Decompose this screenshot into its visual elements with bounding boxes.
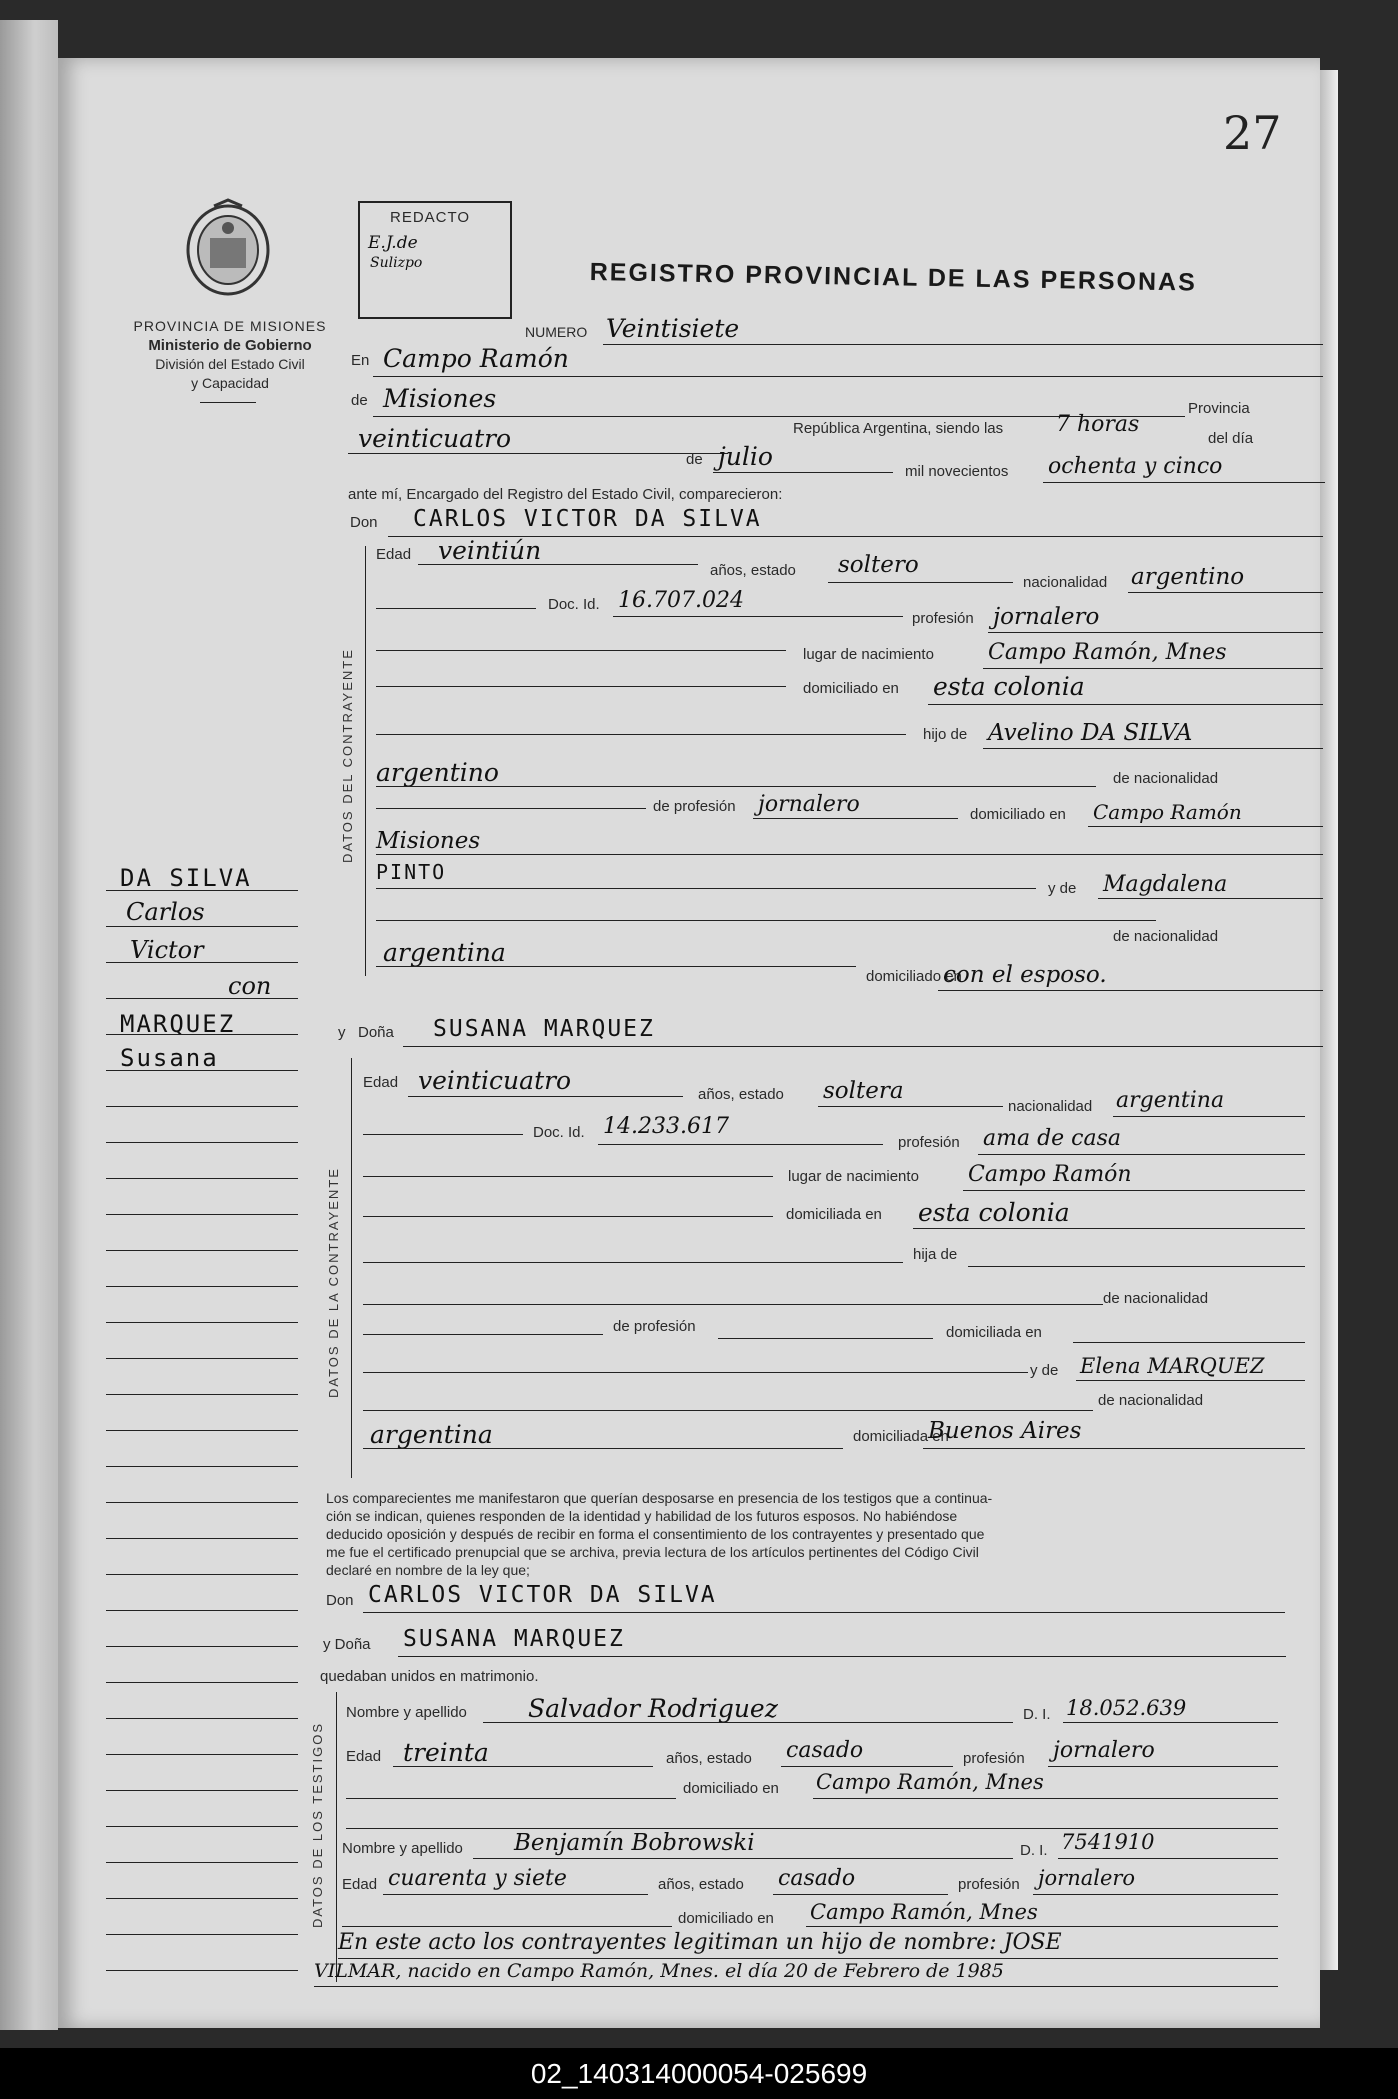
f-edad-line xyxy=(408,1096,683,1097)
f-de-nac-label: de nacionalidad xyxy=(1103,1290,1209,1307)
margin-rule-line xyxy=(106,1970,298,1971)
f-madre-line xyxy=(1076,1380,1305,1381)
c-madre-surname-line xyxy=(376,888,1036,889)
f-madre-nac-line xyxy=(363,1448,843,1449)
margin-rule-line xyxy=(106,962,298,963)
org-division: División del Estado Civil xyxy=(155,356,305,372)
t1-nombre-label: Nombre y apellido xyxy=(346,1704,467,1721)
f-dom3-label: domiciliada en xyxy=(853,1428,949,1445)
margin-rule-line xyxy=(106,1898,298,1899)
t1-edad-line xyxy=(393,1766,653,1767)
t1-di-value: 18.052.639 xyxy=(1066,1696,1187,1720)
c-madre-surname-value: PINTO xyxy=(376,860,447,884)
t1-dom-line xyxy=(813,1798,1278,1799)
t2-prof-value: jornalero xyxy=(1038,1866,1136,1890)
c-padre-line xyxy=(983,748,1323,749)
c-dom-line xyxy=(928,704,1323,705)
f-dom-label: domiciliada en xyxy=(786,1206,882,1223)
t1-estado-line xyxy=(781,1766,953,1767)
c-hijo-pre-line xyxy=(376,734,906,735)
f-y-de-label: y de xyxy=(1030,1362,1059,1379)
decl-don-value: CARLOS VICTOR DA SILVA xyxy=(368,1582,717,1608)
t2-edad-label: Edad xyxy=(342,1876,378,1893)
redacto-label: REDACTO xyxy=(390,209,471,226)
t2-prof-line xyxy=(1033,1894,1278,1895)
f-doc-value: 14.233.617 xyxy=(603,1114,729,1139)
anio-value: ochenta y cinco xyxy=(1048,454,1223,479)
margin-line-4: con xyxy=(228,972,272,1000)
f-padre-dom-line xyxy=(1073,1342,1305,1343)
c-lugar-line xyxy=(983,668,1323,669)
f-dom-value: esta colonia xyxy=(918,1198,1070,1227)
page-number: 27 xyxy=(1223,106,1282,160)
f-edad-value: veinticuatro xyxy=(418,1066,572,1095)
t2-di-line xyxy=(1058,1858,1278,1859)
f-madre-dom-line xyxy=(923,1448,1305,1449)
dona-line xyxy=(403,1046,1323,1047)
declaration-line-1: Los comparecientes me manifestaron que querían desposarse en presencia de los testigos que a continua- xyxy=(326,1490,993,1506)
c-prof-value: jornalero xyxy=(993,604,1100,630)
c-edad-label: Edad xyxy=(376,546,412,563)
margin-rule-line xyxy=(106,1934,298,1935)
en-value: Campo Ramón xyxy=(383,344,569,373)
t2-di-label: D. I. xyxy=(1020,1842,1048,1859)
f-madre-nac-value: argentina xyxy=(370,1420,493,1449)
register-page xyxy=(58,58,1320,2028)
f-madre-dom-value: Buenos Aires xyxy=(928,1418,1082,1444)
f-madre-value: Elena MARQUEZ xyxy=(1080,1354,1265,1378)
f-de-prof-label: de profesión xyxy=(613,1318,696,1335)
decl-dona-value: SUSANA MARQUEZ xyxy=(403,1626,625,1652)
c-madre-dom-line xyxy=(938,990,1323,991)
c-dom3-label: domiciliado en xyxy=(866,968,962,985)
decl-don-label: Don xyxy=(326,1592,354,1609)
f-estado-value: soltera xyxy=(823,1078,904,1104)
note-line-2-rule xyxy=(314,1986,1278,1987)
numero-value: Veintisiete xyxy=(606,314,740,343)
ante-text: ante mí, Encargado del Registro del Estado Civil, comparecieron: xyxy=(348,486,783,503)
t-separator-line xyxy=(346,1828,1278,1829)
register-title: REGISTRO PROVINCIAL DE LAS PERSONAS xyxy=(589,258,1198,297)
redacto-hand-2: Sulizpo xyxy=(370,255,423,271)
margin-rule-line xyxy=(106,1790,298,1791)
margin-rule-line xyxy=(106,1142,298,1143)
f-nac-label: nacionalidad xyxy=(1008,1098,1093,1115)
f-edad-label: Edad xyxy=(363,1074,399,1091)
f-lugar-value: Campo Ramón xyxy=(968,1162,1132,1187)
previous-page-edge xyxy=(0,20,58,2030)
c-dom-pre-line xyxy=(376,686,786,687)
declaration-line-4: me fue el certificado prenupcial que se archiva, previa lectura de los artículos pertinentes del Código Civil xyxy=(326,1544,979,1560)
c-madre-value: Magdalena xyxy=(1103,872,1228,897)
mes-line xyxy=(713,472,893,473)
declaration-line-5: declaré en nombre de la ley que; xyxy=(326,1562,530,1578)
t2-dom-line xyxy=(806,1926,1278,1927)
margin-rule-line xyxy=(106,1862,298,1863)
t1-nombre-value: Salvador Rodriguez xyxy=(528,1694,778,1723)
contrayenta-bracket xyxy=(351,1058,352,1478)
testigos-note-line-1: En este acto los contrayentes legitiman un hijo de nombre: JOSE xyxy=(338,1930,1062,1955)
c-padre-nac-value: argentino xyxy=(376,758,499,787)
f-dom-pre-line xyxy=(363,1216,773,1217)
f-padre-line xyxy=(968,1266,1305,1267)
anio-line xyxy=(1043,482,1325,483)
en-line xyxy=(373,376,1323,377)
t1-estado-value: casado xyxy=(786,1738,864,1763)
c-doc-pre-line xyxy=(376,608,536,609)
c-padre-prof-line xyxy=(753,818,958,819)
note-line-1-rule xyxy=(338,1958,1278,1959)
c-dom-value: esta colonia xyxy=(933,672,1085,701)
mes-value: julio xyxy=(718,442,773,471)
de-label: de xyxy=(351,392,368,409)
f-doc-pre-line xyxy=(363,1134,523,1135)
c-de-prof-label: de profesión xyxy=(653,798,736,815)
testigos-bracket xyxy=(336,1692,337,1982)
margin-line-1: DA SILVA xyxy=(120,864,252,892)
t1-di-line xyxy=(1063,1722,1278,1723)
c-madre-nac-line xyxy=(376,966,856,967)
t1-prof-line xyxy=(1048,1766,1278,1767)
t2-dom-pre-line xyxy=(342,1926,672,1927)
t2-anios-label: años, estado xyxy=(658,1876,744,1893)
f-lugar-line xyxy=(963,1190,1305,1191)
provincia-label: Provincia xyxy=(1188,400,1250,417)
margin-rule-line xyxy=(106,1106,298,1107)
f-doc-label: Doc. Id. xyxy=(533,1124,585,1141)
c-nac-label: nacionalidad xyxy=(1023,574,1108,591)
margin-line-2: Carlos xyxy=(126,898,205,926)
contrayente-bracket xyxy=(365,546,366,976)
numero-label: NUMERO xyxy=(525,324,588,340)
c-padre-dom-line xyxy=(1088,826,1323,827)
c-padre-nac-line xyxy=(376,786,1096,787)
margin-rule-line xyxy=(106,1250,298,1251)
c-padre-prof-value: jornalero xyxy=(758,792,860,817)
f-madre-pre-line xyxy=(363,1372,1028,1373)
c-doc-label: Doc. Id. xyxy=(548,596,600,613)
c-de-nac-label: de nacionalidad xyxy=(1113,770,1219,787)
declaration-line-3: deducido oposición y después de recibir en forma el consentimiento de los contrayentes y presentado que xyxy=(326,1526,985,1542)
t2-nombre-line xyxy=(473,1858,1013,1859)
c-lugar-label: lugar de nacimiento xyxy=(803,646,934,663)
testigos-note-line-2: VILMAR, nacido en Campo Ramón, Mnes. el día 20 de Febrero de 1985 xyxy=(314,1960,1004,1982)
margin-rule-line xyxy=(106,1718,298,1719)
redacto-box xyxy=(358,201,512,319)
margin-rule-line xyxy=(106,1394,298,1395)
en-label: En xyxy=(351,352,370,369)
margin-rule-line xyxy=(106,1574,298,1575)
dona-label: Doña xyxy=(358,1024,394,1041)
c-padre-dom-value-2: Misiones xyxy=(376,828,481,854)
c-lugar-pre-line xyxy=(376,650,786,651)
contrayente-section-label: DATOS DEL CONTRAYENTE xyxy=(340,648,355,863)
t2-prof-label: profesión xyxy=(958,1876,1020,1893)
dia-line xyxy=(348,453,728,454)
margin-rule-line xyxy=(106,1322,298,1323)
margin-rule-line xyxy=(106,1502,298,1503)
c-edad-value: veintiún xyxy=(438,536,542,565)
decl-quedaban: quedaban unidos en matrimonio. xyxy=(320,1668,539,1685)
org-ministry: Ministerio de Gobierno xyxy=(148,337,312,354)
t1-edad-label: Edad xyxy=(346,1748,382,1765)
c-madre-dom-value: con el esposo. xyxy=(943,962,1107,988)
t1-nombre-line xyxy=(483,1722,1013,1723)
c-lugar-value: Campo Ramón, Mnes xyxy=(988,640,1227,665)
margin-rule-line xyxy=(106,926,298,927)
margin-rule-line xyxy=(106,1430,298,1431)
f-prof-value: ama de casa xyxy=(983,1126,1122,1151)
decl-dona-line xyxy=(398,1656,1286,1657)
org-underline xyxy=(200,402,256,403)
margin-rule-line xyxy=(106,1538,298,1539)
decl-y-dona-label: y Doña xyxy=(323,1636,371,1653)
contrayenta-section-label: DATOS DE LA CONTRAYENTE xyxy=(326,1167,341,1398)
t1-dom-label: domiciliado en xyxy=(683,1780,779,1797)
c-estado-line xyxy=(828,582,1013,583)
mil-label: mil novecientos xyxy=(905,463,1009,480)
t2-estado-line xyxy=(773,1894,948,1895)
t1-dom-pre-line xyxy=(346,1798,676,1799)
f-nac-line xyxy=(1113,1116,1305,1117)
t1-dom-value: Campo Ramón, Mnes xyxy=(816,1770,1044,1794)
margin-rule-line xyxy=(106,998,298,999)
c-anios-label: años, estado xyxy=(710,562,796,579)
c-edad-line xyxy=(418,564,698,565)
margin-rule-line xyxy=(106,1646,298,1647)
c-hijo-label: hijo de xyxy=(923,726,968,743)
margin-rule-line xyxy=(106,1178,298,1179)
margin-rule-line xyxy=(106,1466,298,1467)
c-padre-nac-line-2 xyxy=(376,808,646,809)
margin-rule-line xyxy=(106,1682,298,1683)
margin-line-3: Victor xyxy=(130,936,204,964)
c-madre-nac-pre-line xyxy=(376,920,1156,921)
c-padre-dom-line-2 xyxy=(376,854,1323,855)
horas-value: 7 horas xyxy=(1056,412,1140,437)
t2-dom-label: domiciliado en xyxy=(678,1910,774,1927)
t2-nombre-value: Benjamín Bobrowski xyxy=(514,1830,755,1856)
margin-rule-line xyxy=(106,1826,298,1827)
f-de-nac2-label: de nacionalidad xyxy=(1098,1392,1204,1409)
t2-di-value: 7541910 xyxy=(1061,1830,1155,1854)
c-doc-line xyxy=(613,616,903,617)
testigos-section-label: DATOS DE LOS TESTIGOS xyxy=(310,1722,325,1928)
f-anios-label: años, estado xyxy=(698,1086,784,1103)
f-dom-line xyxy=(913,1228,1305,1229)
f-doc-line xyxy=(598,1144,883,1145)
margin-rule-line xyxy=(106,1286,298,1287)
c-prof-line xyxy=(988,632,1323,633)
t1-prof-label: profesión xyxy=(963,1750,1025,1767)
t2-edad-value: cuarenta y siete xyxy=(388,1866,567,1891)
f-lugar-label: lugar de nacimiento xyxy=(788,1168,919,1185)
f-dom2-label: domiciliada en xyxy=(946,1324,1042,1341)
dia-value: veinticuatro xyxy=(358,424,512,453)
c-prof-label: profesión xyxy=(912,610,974,627)
don-label: Don xyxy=(350,514,378,531)
t2-dom-value: Campo Ramón, Mnes xyxy=(810,1900,1038,1924)
org-capacity: y Capacidad xyxy=(191,375,269,391)
declaration-line-2: ción se indican, quienes responden de la identidad y habilidad de los futuros esposos. No habiéndose xyxy=(326,1508,958,1524)
dona-y-label: y xyxy=(338,1024,346,1041)
footer-id: 02_140314000054-025699 xyxy=(0,2048,1398,2099)
c-padre-value: Avelino DA SILVA xyxy=(988,720,1193,746)
page-stack-edge xyxy=(1320,70,1338,1970)
redacto-hand-1: E.J.de xyxy=(368,233,418,253)
decl-don-line xyxy=(363,1612,1285,1613)
republica-text: República Argentina, siendo las xyxy=(793,420,1004,437)
margin-line-6: Susana xyxy=(120,1044,219,1072)
t2-nombre-label: Nombre y apellido xyxy=(342,1840,463,1857)
de-value: Misiones xyxy=(383,384,497,413)
f-estado-line xyxy=(818,1106,1003,1107)
margin-rule-line xyxy=(106,1214,298,1215)
margin-rule-line xyxy=(106,1610,298,1611)
numero-line xyxy=(603,344,1323,345)
c-estado-value: soltero xyxy=(838,552,919,578)
c-nac-line xyxy=(1128,592,1323,593)
f-nac-value: argentina xyxy=(1116,1088,1225,1113)
margin-rule-line xyxy=(106,1754,298,1755)
c-padre-dom-value: Campo Ramón xyxy=(1093,800,1242,824)
del-dia-label: del día xyxy=(1208,430,1254,447)
margin-rule-line xyxy=(106,1070,298,1071)
f-padre-nac-line xyxy=(363,1304,1103,1305)
c-dom2-label: domiciliado en xyxy=(970,806,1066,823)
t2-edad-line xyxy=(383,1894,648,1895)
margin-line-5: MARQUEZ xyxy=(120,1010,236,1038)
f-madre-nac-pre-line xyxy=(363,1410,1093,1411)
f-hija-label: hija de xyxy=(913,1246,958,1263)
f-hija-pre-line xyxy=(363,1262,903,1263)
c-y-de-label: y de xyxy=(1048,880,1077,897)
t1-anios-label: años, estado xyxy=(666,1750,752,1767)
f-prof-pre-line xyxy=(363,1334,603,1335)
margin-rule-line xyxy=(106,890,298,891)
org-province: PROVINCIA DE MISIONES xyxy=(133,318,327,334)
f-prof-line xyxy=(978,1154,1305,1155)
c-madre-nac-value: argentina xyxy=(383,938,506,967)
dona-value: SUSANA MARQUEZ xyxy=(433,1016,655,1042)
c-dom-label: domiciliado en xyxy=(803,680,899,697)
de2-label: de xyxy=(686,451,703,468)
f-padre-prof-line xyxy=(718,1338,933,1339)
f-prof-label: profesión xyxy=(898,1134,960,1151)
c-de-nac2-label: de nacionalidad xyxy=(1113,928,1219,945)
f-lugar-pre-line xyxy=(363,1176,773,1177)
t2-estado-value: casado xyxy=(778,1866,856,1891)
c-nac-value: argentino xyxy=(1131,564,1245,590)
margin-rule-line xyxy=(106,1358,298,1359)
t1-prof-value: jornalero xyxy=(1053,1738,1155,1763)
don-value: CARLOS VICTOR DA SILVA xyxy=(413,506,762,532)
c-madre-line xyxy=(1098,898,1323,899)
province-seal-icon xyxy=(180,198,276,298)
margin-rule-line xyxy=(106,1034,298,1035)
t1-di-label: D. I. xyxy=(1023,1706,1051,1723)
c-doc-value: 16.707.024 xyxy=(618,588,744,613)
t1-edad-value: treinta xyxy=(403,1738,489,1767)
